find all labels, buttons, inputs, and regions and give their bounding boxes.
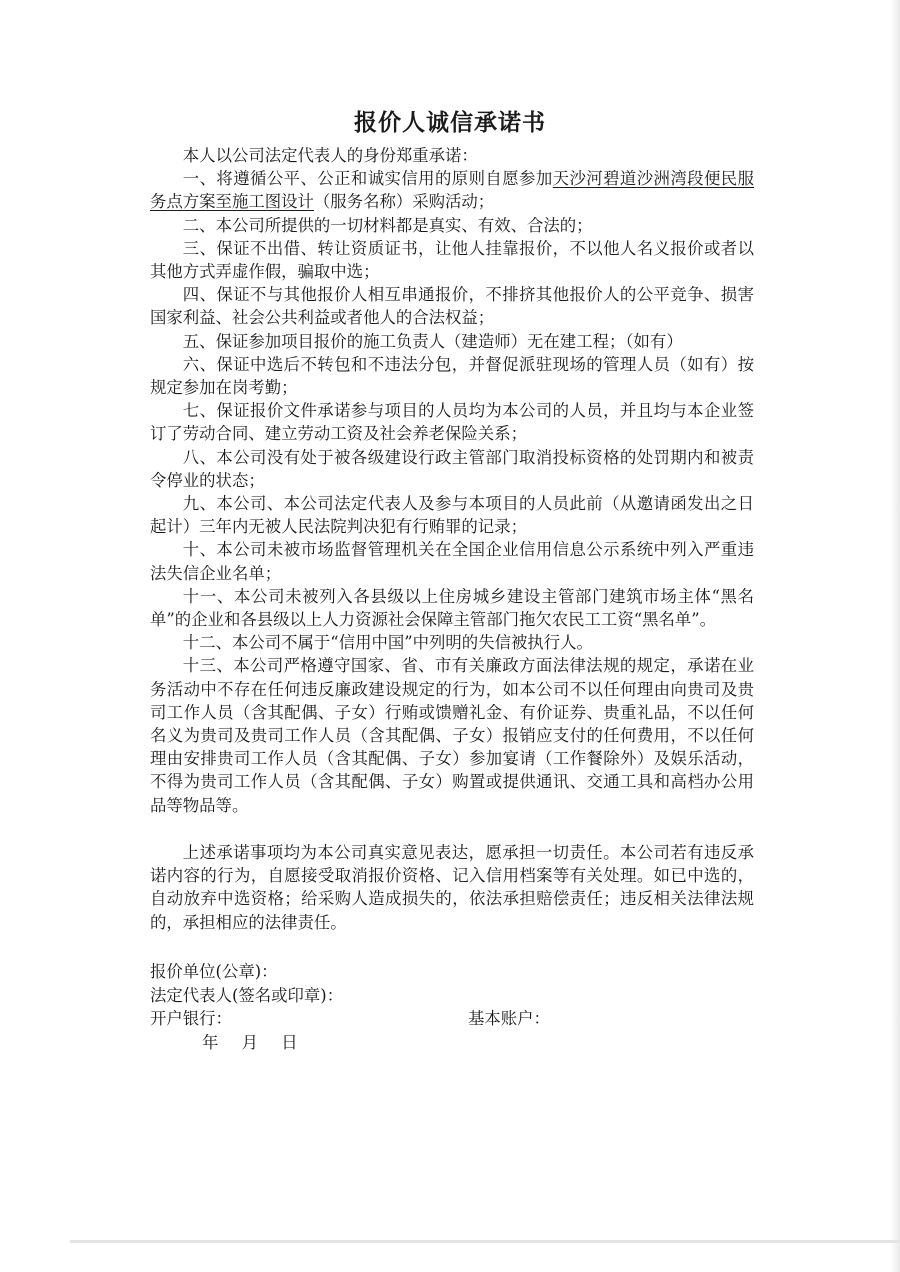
legal-rep-line: 法定代表人(签名或印章)： bbox=[150, 985, 344, 1005]
item-11: 十一、本公司未被列入各县级以上住房城乡建设主管部门建筑市场主体“黑名单”的企业和各县级以上人力资源社会保障主管部门拖欠农民工工资“黑名单”。 bbox=[150, 586, 754, 630]
item-8: 八、本公司没有处于被各级建设行政主管部门取消投标资格的处罚期内和被责令停业的状态； bbox=[150, 447, 754, 490]
date-month: 月 bbox=[241, 1032, 258, 1052]
bank-label: 开户银行： bbox=[150, 1009, 232, 1028]
item-6: 六、保证中选后不转包和不违法分包，并督促派驻现场的管理人员（如有）按规定参加在岗考勤； bbox=[150, 354, 754, 398]
item-5: 五、保证参加项目报价的施工负责人（建造师）无在建工程；（如有） bbox=[182, 331, 683, 351]
signature-block bbox=[150, 960, 754, 1054]
bank-line bbox=[150, 1007, 754, 1031]
date-day: 日 bbox=[281, 1032, 298, 1052]
item-7: 七、保证报价文件承诺参与项目的人员均为本公司的人员，并且均与本企业签订了劳动合同、建立劳动工资及社会养老保险关系； bbox=[150, 401, 754, 444]
item-1 bbox=[150, 167, 754, 213]
item-1-suffix: （服务名称）采购活动； bbox=[313, 192, 495, 212]
item-3: 三、保证不出借、转让资质证书，让他人挂靠报价，不以他人名义报价或者以其他方式弄虚作假，骗取中选； bbox=[150, 238, 754, 282]
item-9: 九、本公司、本公司法定代表人及参与本项目的人员此前（从邀请函发出之日起计）三年内无被人民法院判决犯有行贿罪的记录； bbox=[150, 494, 754, 537]
document-body bbox=[150, 144, 754, 934]
item-2: 二、本公司所提供的一切材料都是真实、有效、合法的； bbox=[182, 215, 593, 235]
intro-paragraph: 本人以公司法定代表人的身份郑重承诺： bbox=[182, 146, 478, 165]
basic-account-label: 基本账户： bbox=[468, 1009, 550, 1028]
item-10: 十、本公司未被市场监督管理机关在全国企业信用信息公示系统中列入严重违法失信企业名单； bbox=[150, 540, 754, 583]
closing-paragraph: 上述承诺事项均为本公司真实意见表达，愿承担一切责任。本公司若有违反承诺内容的行为，自愿接受取消报价资格、记入信用档案等有关处理。如已中选的，自动放弃中选资格；给采购人造成损失的，依法承担赔偿责任；违反相关法律法规的，承担相应的法律责任。 bbox=[150, 842, 754, 932]
document-title: 报价人诚信承诺书 bbox=[354, 110, 546, 136]
item-4: 四、保证不与其他报价人相互串通报价，不排挤其他报价人的公平竞争、损害国家利益、社会公共利益或者他人的合法权益； bbox=[150, 285, 754, 328]
scan-edge-shadow bbox=[890, 0, 900, 1272]
scan-bottom-line bbox=[70, 1240, 900, 1243]
quoting-unit-line: 报价单位(公章)： bbox=[150, 962, 278, 981]
item-1-prefix: 一、将遵循公平、公正和诚实信用的原则自愿参加 bbox=[182, 169, 553, 189]
date-year: 年 bbox=[202, 1032, 219, 1052]
date-line bbox=[150, 1031, 754, 1055]
paragraph-gap bbox=[150, 817, 754, 841]
item-12: 十二、本公司不属于“信用中国”中列明的失信被执行人。 bbox=[182, 633, 593, 653]
item-13: 十三、本公司严格遵守国家、省、市有关廉政方面法律法规的规定，承诺在业务活动中不存在任何违反廉政建设规定的行为，如本公司不以任何理由向贵司及贵司工作人员（含其配偶、子女）行贿或馈赠礼金、有价证券、贵重礼品，不以任何名义为贵司及贵司工作人员（含其配偶、子女）报销应支付的任何费用，不以任何理由安排贵司工作人员（含其配偶、子女）参加宴请（工作餐除外）及娱乐活动，不得为贵司工作人员（含其配偶、子女）购置或提供通讯、交通工具和高档办公用品等物品等。 bbox=[150, 656, 754, 815]
project-name: 天沙河碧道沙洲湾段便民服务点方案至施工图设计 bbox=[150, 169, 754, 212]
